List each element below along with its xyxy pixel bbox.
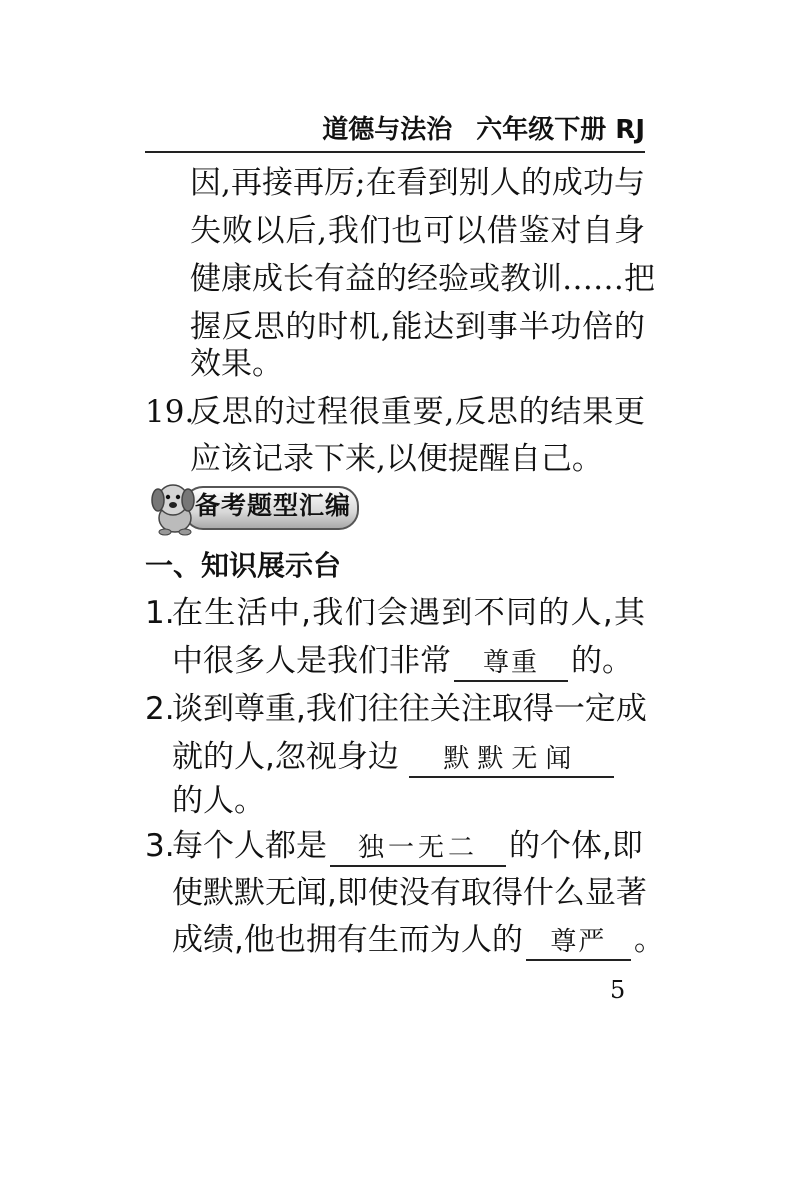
q2-line-2 bbox=[172, 736, 614, 778]
q3-line-2: 使默默无闻,即使没有取得什么显著 bbox=[172, 875, 647, 911]
q2-number: 2. bbox=[145, 691, 175, 727]
continued-line-5: 效果。 bbox=[190, 346, 283, 382]
q1-line-1: 在生活中,我们会遇到不同的人,其 bbox=[172, 595, 645, 631]
q1-line-2 bbox=[172, 640, 633, 682]
q19-number: 19. bbox=[145, 394, 195, 430]
q2-line-2-before: 就的人,忽视身边 bbox=[172, 739, 399, 775]
dog-mascot-icon bbox=[145, 478, 205, 536]
q3-number: 3. bbox=[145, 828, 175, 864]
header-grade: 六年级下册 RJ bbox=[476, 115, 645, 145]
q3-line-3 bbox=[172, 919, 665, 961]
q3-line-3-after: 。 bbox=[633, 922, 665, 958]
q3-line-1-before: 每个人都是 bbox=[172, 828, 327, 864]
q3-answer-1-blank: 独一无二 bbox=[330, 831, 506, 867]
continued-line-4: 握反思的时机,能达到事半功倍的 bbox=[190, 309, 645, 345]
q19-line-1: 反思的过程很重要,反思的结果更 bbox=[190, 394, 645, 430]
banner-label: 备考题型汇编 bbox=[195, 491, 352, 520]
q1-number: 1. bbox=[145, 595, 175, 631]
q2-line-3: 的人。 bbox=[172, 783, 265, 819]
continued-line-2: 失败以后,我们也可以借鉴对自身 bbox=[190, 213, 645, 249]
q3-line-1 bbox=[172, 825, 643, 867]
q3-answer-2-blank: 尊严 bbox=[526, 925, 631, 961]
section-banner bbox=[145, 478, 360, 536]
continued-line-3: 健康成长有益的经验或教训……把 bbox=[190, 261, 655, 297]
q2-answer-blank: 默默无闻 bbox=[409, 742, 614, 778]
q19-line-2: 应该记录下来,以便提醒自己。 bbox=[190, 441, 603, 477]
q1-line-2-before: 中很多人是我们非常 bbox=[172, 643, 451, 679]
q1-answer-blank: 尊重 bbox=[454, 646, 568, 682]
page-header bbox=[145, 112, 645, 148]
q3-line-1-after: 的个体,即 bbox=[509, 828, 643, 864]
header-rule bbox=[145, 151, 645, 153]
continued-line-1: 因,再接再厉;在看到别人的成功与 bbox=[190, 165, 645, 201]
q3-line-3-before: 成绩,他也拥有生而为人的 bbox=[172, 922, 523, 958]
page-number: 5 bbox=[610, 976, 626, 1004]
q1-line-2-after: 的。 bbox=[571, 643, 633, 679]
header-subject: 道德与法治 bbox=[322, 115, 453, 145]
section-title: 一、知识展示台 bbox=[145, 549, 342, 582]
q2-line-1: 谈到尊重,我们往往关注取得一定成 bbox=[172, 691, 647, 727]
